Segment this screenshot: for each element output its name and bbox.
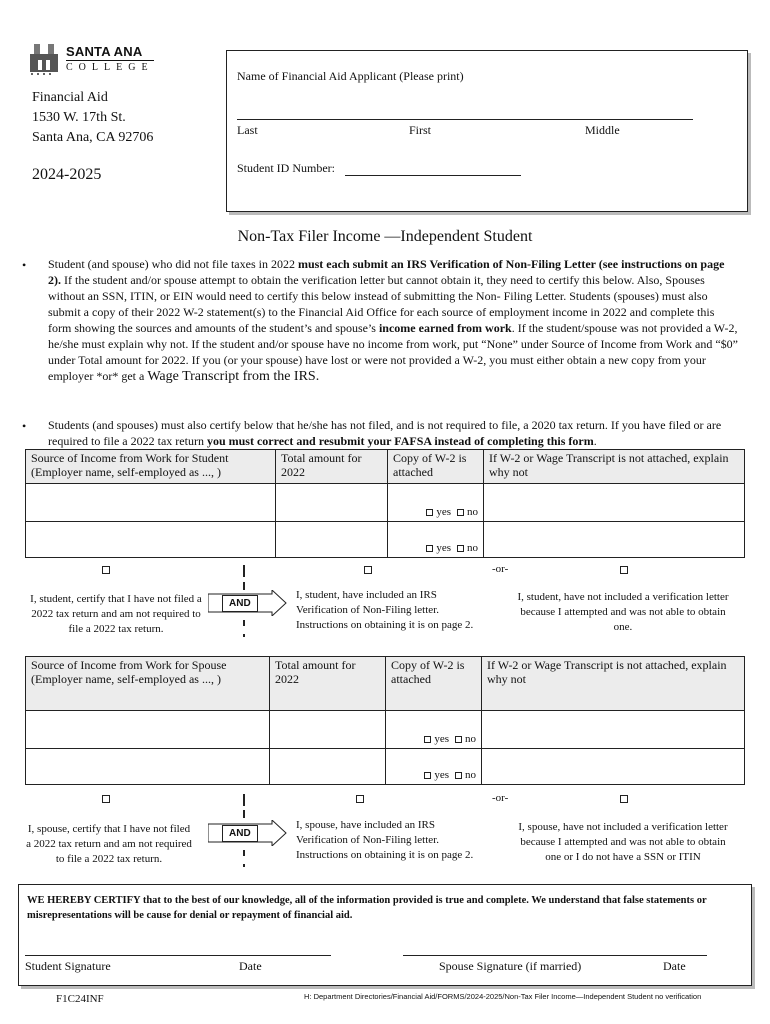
certification-text: WE HEREBY CERTIFY that to the best of our knowledge, all of the information provided is true and complete. We understand that false statements or misrepresentations will be cause for denial or repayment of financial aid.: [27, 895, 707, 921]
form-title: Non-Tax Filer Income —Independent Student: [237, 228, 533, 245]
college-logo: [28, 40, 154, 80]
amount-cell[interactable]: [270, 749, 386, 785]
explain-cell[interactable]: [484, 484, 745, 522]
instructions-paragraph-2: [48, 417, 738, 449]
student-not-filed-checkbox[interactable]: [102, 566, 110, 574]
source-cell[interactable]: [26, 484, 276, 522]
spouse-included-letter-text: I, spouse, have included an IRS Verification of Non-Filing letter. Instructions on obtaining it is on page 2.: [296, 819, 474, 861]
source-cell[interactable]: [26, 749, 270, 785]
student-date-label: Date: [239, 959, 262, 973]
text: Students (and spouses) must also certify below that he/she has not filed, and is not required to file, a 2020 tax return. If you have filed or are required to file a 2022 tax return: [48, 418, 722, 448]
header-w2: Copy of W-2 is attached: [388, 450, 484, 484]
yes-label: yes: [434, 733, 449, 745]
header-explain: If W-2 or Wage Transcript is not attached, explain why not: [484, 450, 745, 484]
table-row: [26, 484, 745, 522]
yes-label: yes: [436, 506, 451, 518]
amount-cell[interactable]: [270, 711, 386, 749]
divider: [243, 850, 245, 856]
table-row: [26, 711, 745, 749]
text-bold: you must correct and resubmit your FAFSA instead of completing this form: [206, 434, 594, 448]
divider: [243, 794, 245, 806]
explain-cell[interactable]: [482, 711, 745, 749]
w2-cell: [386, 749, 482, 785]
w2-cell: [388, 484, 484, 522]
no-checkbox[interactable]: [455, 736, 462, 743]
last-name-label: Last: [237, 123, 258, 137]
or-label: -or-: [492, 563, 509, 575]
yes-label: yes: [436, 542, 451, 554]
no-checkbox[interactable]: [457, 509, 464, 516]
w2-cell: [388, 522, 484, 558]
spouse-signature-label: Spouse Signature (if married): [439, 959, 582, 973]
spouse-included-letter-checkbox[interactable]: [356, 795, 364, 803]
spouse-no-letter-checkbox[interactable]: [620, 795, 628, 803]
text: . If the student/spouse was not provided a W-2, he/she must explain why not. If the student and/or spouse have no income from work, put “None” under Source of Income from Work and “$0” under Total amount for 2022. If you (or your spouse) have lost or were not provided a W-2, you must either obtain a new copy from your employer *or* get a: [48, 321, 738, 383]
divider: [243, 582, 245, 590]
applicant-info-box: [226, 50, 748, 212]
middle-name-label: Middle: [585, 123, 620, 137]
text: Student (and spouse) who did not file taxes in 2022: [48, 257, 298, 271]
spouse-income-table: [25, 656, 745, 785]
yes-checkbox[interactable]: [426, 509, 433, 516]
yes-checkbox[interactable]: [424, 772, 431, 779]
spouse-date-label: Date: [663, 959, 686, 973]
form-code: F1C24INF: [56, 993, 104, 1005]
source-cell[interactable]: [26, 711, 270, 749]
student-no-letter-text: I, student, have not included a verification letter because I attempted and was not able to obtain one.: [517, 591, 729, 633]
instructions-paragraph-1: [48, 256, 738, 385]
table-row: [26, 522, 745, 558]
student-income-table: [25, 449, 745, 558]
college-seal-icon: [28, 40, 62, 76]
student-signature-label: Student Signature: [25, 959, 111, 973]
certification-box: [18, 884, 752, 986]
header-explain: If W-2 or Wage Transcript is not attached, explain why not: [482, 657, 745, 711]
text-bold: must each submit an IRS Verification of Non-Filing Letter (see instructions on page 2).: [48, 257, 725, 287]
text: .: [593, 434, 597, 448]
student-signature-line[interactable]: [25, 955, 331, 956]
spouse-not-filed-text: I, spouse, certify that I have not filed a 2022 tax return and am not required to file a 2022 tax return.: [26, 823, 192, 865]
and-label: AND: [222, 825, 258, 842]
amount-cell[interactable]: [276, 522, 388, 558]
spouse-signature-line[interactable]: [403, 955, 707, 956]
applicant-name-label: Name of Financial Aid Applicant (Please print): [237, 69, 464, 83]
no-label: no: [465, 733, 476, 745]
table-row: [26, 749, 745, 785]
no-label: no: [467, 506, 478, 518]
explain-cell[interactable]: [482, 749, 745, 785]
student-included-letter-checkbox[interactable]: [364, 566, 372, 574]
yes-checkbox[interactable]: [424, 736, 431, 743]
divider: [243, 864, 245, 867]
divider: [243, 810, 245, 818]
no-label: no: [467, 542, 478, 554]
amount-cell[interactable]: [276, 484, 388, 522]
student-included-letter-text: I, student, have included an IRS Verification of Non-Filing letter. Instructions on obtaining it is on page 2.: [296, 589, 474, 631]
logo-name: SANTA ANA: [66, 44, 143, 59]
text-bold: income earned from work: [378, 321, 512, 335]
header-source: Source of Income from Work for Spouse (Employer name, self-employed as ..., ): [26, 657, 270, 711]
and-label: AND: [222, 595, 258, 612]
office-line-1: Financial Aid: [32, 90, 108, 105]
header-total: Total amount for 2022: [270, 657, 386, 711]
bullet-dot: •: [22, 258, 27, 272]
text: If the student and/or spouse attempt to obtain the verification letter but cannot obtain it, they need to certify this below. Also, Spouses without an SSN, ITIN, or EIN would need to certify this below instead of submitting the Non- Filing Letter. Students (spouses) must also submit a copy of their 2022 W-2 statement(s) to the Financial Aid Office for each source of employment income in 2022 and complete this form showing the sources and amounts of the student’s and spouse’s: [48, 273, 715, 335]
office-line-3: Santa Ana, CA 92706: [32, 130, 154, 145]
no-label: no: [465, 769, 476, 781]
w2-cell: [386, 711, 482, 749]
source-cell[interactable]: [26, 522, 276, 558]
spouse-not-filed-checkbox[interactable]: [102, 795, 110, 803]
student-id-label: Student ID Number:: [237, 161, 335, 175]
explain-cell[interactable]: [484, 522, 745, 558]
header-w2: Copy of W-2 is attached: [386, 657, 482, 711]
divider: [243, 620, 245, 626]
applicant-name-line[interactable]: [237, 119, 693, 120]
student-not-filed-text: I, student, certify that I have not filed a 2022 tax return and am not required to file a 2022 tax return.: [30, 593, 202, 635]
no-checkbox[interactable]: [457, 545, 464, 552]
divider: [243, 634, 245, 637]
office-line-2: 1530 W. 17th St.: [32, 110, 126, 125]
header-total: Total amount for 2022: [276, 450, 388, 484]
yes-label: yes: [434, 769, 449, 781]
office-address: [32, 88, 153, 148]
first-name-label: First: [409, 123, 432, 137]
student-no-letter-checkbox[interactable]: [620, 566, 628, 574]
logo-sub: COLLEGE: [66, 62, 154, 73]
spouse-no-letter-text: I, spouse, have not included a verification letter because I attempted and was not able to obtain one or I do not have a SSN or ITIN: [518, 821, 728, 863]
file-path: H: Department Directories/Financial Aid/FORMS/2024-2025/Non-Tax Filer Income—Independent Student no verification: [304, 992, 702, 1001]
or-label: -or-: [492, 792, 509, 804]
header-source: Source of Income from Work for Student (Employer name, self-employed as ..., ): [26, 450, 276, 484]
bullet-dot: •: [22, 419, 27, 433]
award-year: 2024-2025: [32, 166, 102, 183]
yes-checkbox[interactable]: [426, 545, 433, 552]
student-id-line[interactable]: [345, 175, 521, 176]
no-checkbox[interactable]: [455, 772, 462, 779]
text: Wage Transcript from the IRS.: [147, 369, 320, 384]
divider: [243, 565, 245, 577]
